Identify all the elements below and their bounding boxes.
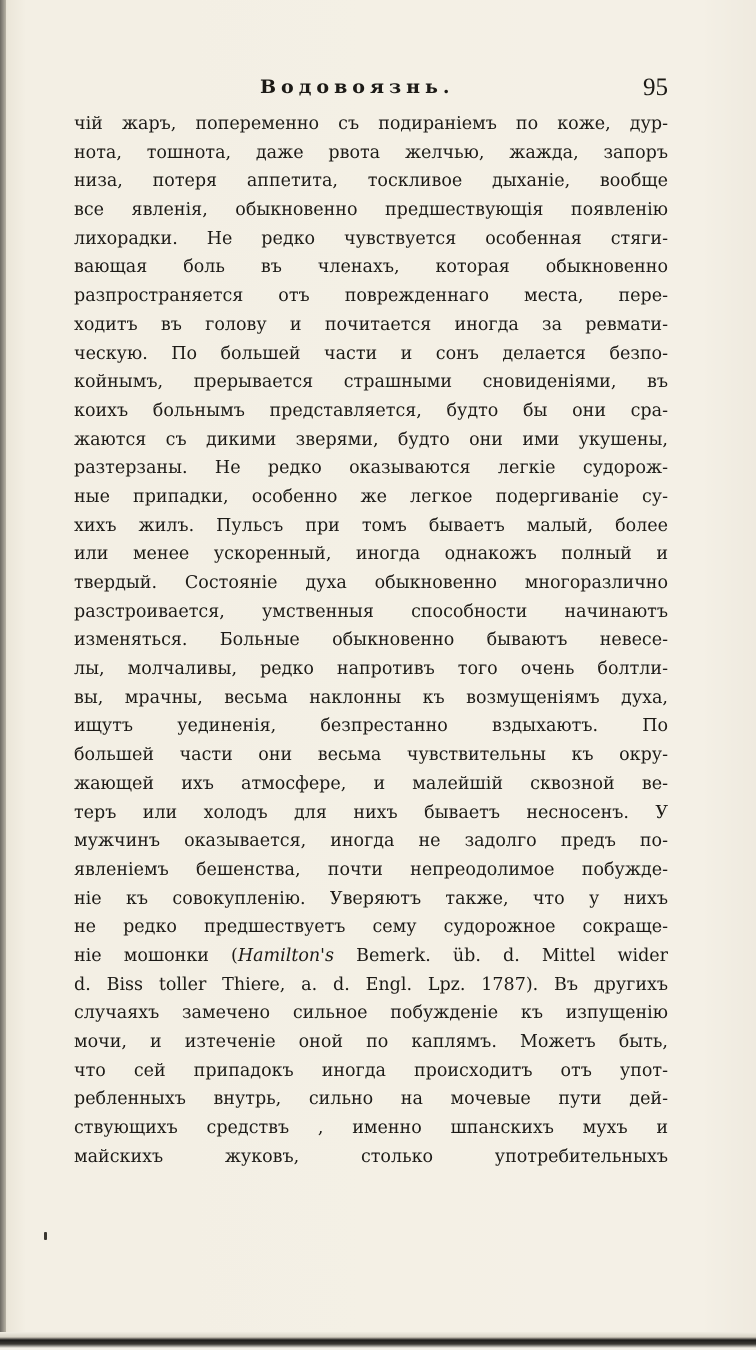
text-line: ніе къ совокупленію. Уверяютъ также, что у нихъ	[74, 888, 668, 909]
text-line: койнымъ, прерывается страшными сновиденіями, въ	[74, 372, 668, 393]
page-gutter-shadow	[0, 0, 6, 1350]
text-line: или менее ускоренный, иногда однакожъ полный и	[74, 544, 668, 565]
body-text	[74, 110, 668, 1171]
text-line: не редко предшествуетъ сему судорожное сокраще-	[74, 917, 668, 938]
text-line: мочи, и изтеченіе оной по каплямъ. Можетъ быть,	[74, 1032, 668, 1052]
text-line: жаются съ дикими зверями, будто они ими укушены,	[74, 429, 668, 450]
text-line: чій жаръ, попеременно съ подираніемъ по коже, дур-	[74, 114, 668, 134]
text-line: майскихъ жуковъ, столько употребительныхъ	[74, 1146, 668, 1167]
text-line: жающей ихъ атмосфере, и малейшій сквозной ве-	[74, 773, 668, 794]
text-line: ствующихъ средствъ , именно шпанскихъ мухъ и	[74, 1118, 668, 1139]
text-line: лы, молчаливы, редко напротивъ того очень болтли-	[74, 659, 668, 680]
citation-author: Hamilton's	[237, 945, 334, 966]
page-number: 95	[643, 74, 668, 101]
text-line: вы, мрачны, весьма наклонны къ возмущеніямъ духа,	[74, 687, 668, 708]
page-bottom-edge	[0, 1332, 756, 1350]
text-line: коихъ больнымъ представляется, будто бы они сра-	[74, 400, 668, 421]
text-line: низа, потеря аппетита, тоскливое дыханіе, вообще	[74, 171, 668, 192]
text-line: теръ или холодъ для нихъ бываетъ несносенъ. У	[74, 802, 668, 823]
text-line: ческую. По большей части и сонъ делается безпо-	[74, 343, 668, 364]
text-line: ніе мошонки (Hamilton's Bemerk. üb. d. Mittel wider	[74, 945, 668, 966]
ink-speck	[44, 1232, 47, 1240]
text-line: случаяхъ замечено сильное побужденіе къ изпущенію	[74, 1003, 668, 1024]
text-line: разпространяется отъ поврежденнаго места, пере-	[74, 286, 668, 307]
text-line: хихъ жилъ. Пульсъ при томъ бываетъ малый, более	[74, 515, 668, 536]
text-line: ребленныхъ внутрь, сильно на мочевые пути дей-	[74, 1089, 668, 1110]
running-title: Водовоязнь.	[260, 76, 455, 98]
text-line: d. Biss toller Thiere, a. d. Engl. Lpz. 1787). Въ другихъ	[74, 974, 668, 995]
text-line: изменяться. Больные обыкновенно бываютъ невесе-	[74, 630, 668, 651]
text-line: нота, тошнота, даже рвота желчью, жажда, запоръ	[74, 142, 668, 163]
text-line: твердый. Состояніе духа обыкновенно многоразлично	[74, 573, 668, 593]
text-line: лихорадки. Не редко чувствуется особенная стяги-	[74, 228, 668, 249]
text-line: ные припадки, особенно же легкое подергиваніе су-	[74, 486, 668, 507]
text-line: все явленія, обыкновенно предшествующія появленію	[74, 200, 668, 221]
text-line: большей части они весьма чувствительны къ окру-	[74, 745, 668, 766]
text-line: ходитъ въ голову и почитается иногда за ревмати-	[74, 314, 668, 335]
text-line: вающая боль въ членахъ, которая обыкновенно	[74, 257, 668, 278]
page-header	[74, 72, 668, 106]
text-line: что сей припадокъ иногда происходитъ отъ упот-	[74, 1060, 668, 1081]
text-line: разстроивается, умственныя способности начинаютъ	[74, 601, 668, 622]
text-line: ищутъ уединенія, безпрестанно вздыхаютъ. По	[74, 716, 668, 737]
text-line: явленіемъ бешенства, почти непреодолимое побужде-	[74, 859, 668, 880]
text-line: разтерзаны. Не редко оказываются легкіе судорож-	[74, 458, 668, 479]
text-line: мужчинъ оказывается, иногда не задолго предъ по-	[74, 831, 668, 852]
